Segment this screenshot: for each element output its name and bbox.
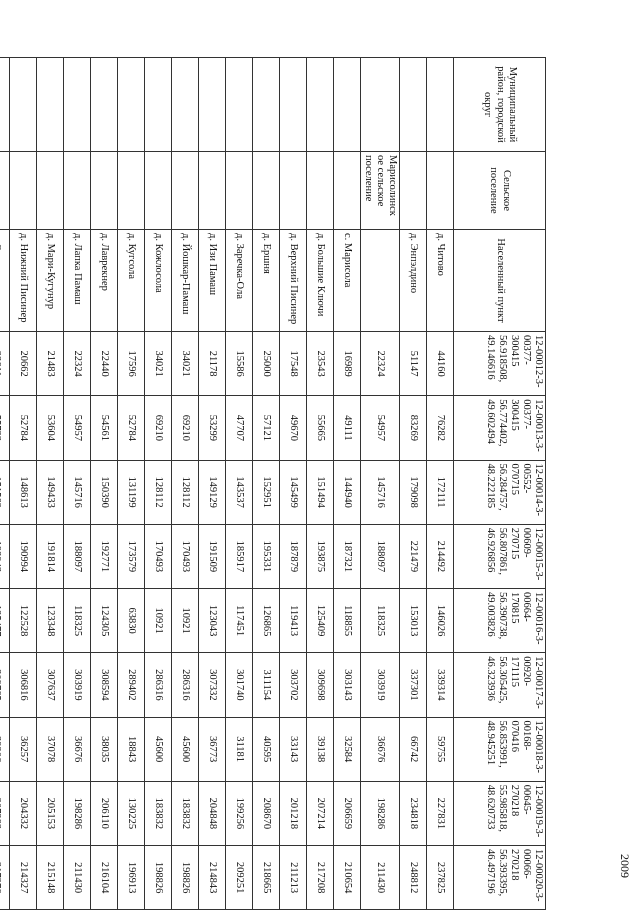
locality-cell xyxy=(0,230,9,332)
value-cell: 128112 xyxy=(144,460,171,524)
locality-cell: д. Энпэлдино xyxy=(400,230,427,332)
value-cell: 118325 xyxy=(63,589,90,653)
value-cell xyxy=(0,460,9,524)
value-cell: 303919 xyxy=(360,653,399,717)
value-cell: 214327 xyxy=(9,846,36,910)
value-cell: 307637 xyxy=(36,653,63,717)
value-cell: 119413 xyxy=(279,589,306,653)
table-row xyxy=(90,58,117,910)
value-cell: 148613 xyxy=(9,460,36,524)
value-cell: 303702 xyxy=(279,653,306,717)
value-cell: 34021 xyxy=(171,332,198,396)
value-cell: 21483 xyxy=(36,332,63,396)
value-cell: 183832 xyxy=(171,781,198,845)
value-cell: 216104 xyxy=(90,846,117,910)
value-cell: 45600 xyxy=(144,717,171,781)
value-cell: 124305 xyxy=(90,589,117,653)
value-cell: 66742 xyxy=(400,717,427,781)
settlement-cell: Марисолинск ое сельское поселение xyxy=(360,152,399,230)
value-cell: 188097 xyxy=(63,524,90,588)
settlement-cell xyxy=(427,152,454,230)
municipality-cell xyxy=(9,58,36,152)
value-cell: 45600 xyxy=(171,717,198,781)
value-cell: 204848 xyxy=(198,781,225,845)
value-cell: 54957 xyxy=(63,396,90,460)
settlement-cell xyxy=(400,152,427,230)
value-cell: 301740 xyxy=(225,653,252,717)
value-cell: 307332 xyxy=(198,653,225,717)
table-row xyxy=(0,58,9,910)
value-cell: 54561 xyxy=(90,396,117,460)
settlement-cell xyxy=(279,152,306,230)
value-cell: 63830 xyxy=(117,589,144,653)
value-cell: 303143 xyxy=(333,653,360,717)
locality-cell: д. Нижний Писинер xyxy=(9,230,36,332)
header-code-6: 12-00017-3-00920-171115 56.305425, 46.323936 xyxy=(454,653,546,717)
settlement-cell xyxy=(90,152,117,230)
value-cell: 69210 xyxy=(144,396,171,460)
value-cell: 146026 xyxy=(427,589,454,653)
table-row xyxy=(400,58,427,910)
value-cell: 204332 xyxy=(9,781,36,845)
header-code-8: 12-00019-3-00645-270218 55.985818, 48.620733 xyxy=(454,781,546,845)
value-cell: 217208 xyxy=(306,846,333,910)
value-cell: 311154 xyxy=(252,653,279,717)
value-cell: 183832 xyxy=(144,781,171,845)
table-row xyxy=(252,58,279,910)
locality-cell: д. Лапка Памаш xyxy=(63,230,90,332)
municipality-cell xyxy=(306,58,333,152)
value-cell: 83269 xyxy=(400,396,427,460)
value-cell: 23543 xyxy=(306,332,333,396)
municipality-cell xyxy=(333,58,360,152)
value-cell: 123043 xyxy=(198,589,225,653)
value-cell: 211213 xyxy=(279,846,306,910)
value-cell: 206110 xyxy=(90,781,117,845)
municipality-cell xyxy=(144,58,171,152)
header-code-3: 12-00014-3-00552-070715 56.284757, 48.222185 xyxy=(454,460,546,524)
table-row xyxy=(279,58,306,910)
value-cell: 17548 xyxy=(279,332,306,396)
value-cell: 306816 xyxy=(9,653,36,717)
value-cell: 52784 xyxy=(9,396,36,460)
value-cell: 22324 xyxy=(360,332,399,396)
value-cell: 59755 xyxy=(427,717,454,781)
value-cell: 289402 xyxy=(117,653,144,717)
header-row xyxy=(454,58,546,910)
municipality-cell xyxy=(63,58,90,152)
value-cell: 54957 xyxy=(360,396,399,460)
value-cell: 173579 xyxy=(117,524,144,588)
value-cell: 49670 xyxy=(279,396,306,460)
value-cell: 150390 xyxy=(90,460,117,524)
table-row xyxy=(117,58,144,910)
municipality-cell xyxy=(360,58,399,152)
table-row xyxy=(36,58,63,910)
value-cell: 53604 xyxy=(36,396,63,460)
value-cell: 153013 xyxy=(400,589,427,653)
value-cell: 185917 xyxy=(225,524,252,588)
municipality-cell xyxy=(225,58,252,152)
value-cell xyxy=(0,332,9,396)
value-cell xyxy=(0,781,9,845)
value-cell: 172111 xyxy=(427,460,454,524)
municipality-cell xyxy=(252,58,279,152)
value-cell: 198286 xyxy=(63,781,90,845)
value-cell: 38035 xyxy=(90,717,117,781)
value-cell: 187879 xyxy=(279,524,306,588)
value-cell: 309698 xyxy=(306,653,333,717)
value-cell: 131199 xyxy=(117,460,144,524)
value-cell: 47707 xyxy=(225,396,252,460)
value-cell: 10921 xyxy=(144,589,171,653)
rotated-table-container xyxy=(17,57,546,902)
value-cell: 303919 xyxy=(63,653,90,717)
value-cell: 205153 xyxy=(36,781,63,845)
value-cell: 10921 xyxy=(171,589,198,653)
settlement-cell xyxy=(0,152,9,230)
page-number: 2009 xyxy=(618,854,632,878)
table-row xyxy=(9,58,36,910)
municipality-cell xyxy=(36,58,63,152)
settlement-cell xyxy=(36,152,63,230)
value-cell: 53299 xyxy=(198,396,225,460)
value-cell: 198826 xyxy=(171,846,198,910)
value-cell: 201218 xyxy=(279,781,306,845)
locality-cell: д. Верхний Писинер xyxy=(279,230,306,332)
locality-cell: д. Лаврекнер xyxy=(90,230,117,332)
value-cell: 144940 xyxy=(333,460,360,524)
header-code-1: 12-00012-3-00377-300415 56.918508, 49.146616 xyxy=(454,332,546,396)
settlement-cell xyxy=(198,152,225,230)
header-settlement: Сельское поселение xyxy=(454,152,546,230)
value-cell: 36257 xyxy=(9,717,36,781)
value-cell: 149129 xyxy=(198,460,225,524)
municipality-cell xyxy=(279,58,306,152)
value-cell: 130225 xyxy=(117,781,144,845)
value-cell: 145716 xyxy=(63,460,90,524)
value-cell: 34021 xyxy=(144,332,171,396)
municipality-cell xyxy=(117,58,144,152)
municipality-cell xyxy=(0,58,9,152)
value-cell: 211430 xyxy=(360,846,399,910)
value-cell: 214843 xyxy=(198,846,225,910)
value-cell: 191814 xyxy=(36,524,63,588)
value-cell: 16989 xyxy=(333,332,360,396)
header-code-4: 12-00015-3-00609-270715 56.807861, 46.926856 xyxy=(454,524,546,588)
value-cell: 234818 xyxy=(400,781,427,845)
value-cell: 37078 xyxy=(36,717,63,781)
value-cell xyxy=(0,717,9,781)
value-cell: 31181 xyxy=(225,717,252,781)
municipality-cell xyxy=(427,58,454,152)
value-cell: 206659 xyxy=(333,781,360,845)
locality-cell xyxy=(360,230,399,332)
value-cell: 123348 xyxy=(36,589,63,653)
settlement-cell xyxy=(144,152,171,230)
value-cell: 337301 xyxy=(400,653,427,717)
value-cell: 308594 xyxy=(90,653,117,717)
settlement-cell xyxy=(333,152,360,230)
locality-cell: д. Йошкар-Памаш xyxy=(171,230,198,332)
value-cell: 22324 xyxy=(63,332,90,396)
settlement-cell xyxy=(252,152,279,230)
value-cell: 36676 xyxy=(360,717,399,781)
header-code-2: 12-00013-3-00377-300415 56.774402, 49.602494 xyxy=(454,396,546,460)
settlement-cell xyxy=(117,152,144,230)
header-municipality: Муниципальный район, городской округ xyxy=(454,58,546,152)
value-cell: 18843 xyxy=(117,717,144,781)
value-cell: 118325 xyxy=(360,589,399,653)
value-cell: 17596 xyxy=(117,332,144,396)
value-cell: 190994 xyxy=(9,524,36,588)
value-cell: 76282 xyxy=(427,396,454,460)
value-cell: 208670 xyxy=(252,781,279,845)
value-cell: 128112 xyxy=(171,460,198,524)
value-cell: 152951 xyxy=(252,460,279,524)
value-cell: 49111 xyxy=(333,396,360,460)
header-code-5: 12-00016-3-00664-170815 56.390738, 49.003826 xyxy=(454,589,546,653)
value-cell: 51147 xyxy=(400,332,427,396)
value-cell: 248812 xyxy=(400,846,427,910)
value-cell xyxy=(0,396,9,460)
value-cell: 125409 xyxy=(306,589,333,653)
value-cell: 20662 xyxy=(9,332,36,396)
header-locality: Населенный пункт xyxy=(454,230,546,332)
value-cell xyxy=(0,653,9,717)
municipality-cell xyxy=(198,58,225,152)
value-cell: 192771 xyxy=(90,524,117,588)
value-cell: 122528 xyxy=(9,589,36,653)
value-cell: 191509 xyxy=(198,524,225,588)
value-cell: 218665 xyxy=(252,846,279,910)
value-cell: 211430 xyxy=(63,846,90,910)
value-cell: 126865 xyxy=(252,589,279,653)
header-code-9: 12-00020-3-00066-270218 56.393395, 46.497196 xyxy=(454,846,546,910)
locality-cell: д. Изи Памаш xyxy=(198,230,225,332)
settlement-cell xyxy=(9,152,36,230)
locality-cell: с. Марисола xyxy=(333,230,360,332)
value-cell: 44160 xyxy=(427,332,454,396)
locality-cell: д. Ершня xyxy=(252,230,279,332)
value-cell: 221479 xyxy=(400,524,427,588)
value-cell: 187321 xyxy=(333,524,360,588)
value-cell: 193875 xyxy=(306,524,333,588)
value-cell: 55665 xyxy=(306,396,333,460)
table-row xyxy=(171,58,198,910)
value-cell: 199256 xyxy=(225,781,252,845)
settlement-cell xyxy=(171,152,198,230)
value-cell: 179098 xyxy=(400,460,427,524)
value-cell: 188097 xyxy=(360,524,399,588)
locality-cell: д. Большие Ключи xyxy=(306,230,333,332)
value-cell: 25000 xyxy=(252,332,279,396)
value-cell: 170493 xyxy=(144,524,171,588)
value-cell: 145499 xyxy=(279,460,306,524)
value-cell: 15586 xyxy=(225,332,252,396)
value-cell: 227831 xyxy=(427,781,454,845)
value-cell: 198826 xyxy=(144,846,171,910)
value-cell: 214492 xyxy=(427,524,454,588)
value-cell: 33143 xyxy=(279,717,306,781)
table-row xyxy=(144,58,171,910)
value-cell xyxy=(0,589,9,653)
municipality-cell xyxy=(90,58,117,152)
table-row xyxy=(306,58,333,910)
table-row xyxy=(225,58,252,910)
locality-cell: д. Кугсола xyxy=(117,230,144,332)
value-cell: 195331 xyxy=(252,524,279,588)
distance-table xyxy=(0,57,546,910)
value-cell: 117451 xyxy=(225,589,252,653)
settlement-cell xyxy=(225,152,252,230)
table-row xyxy=(360,58,399,910)
value-cell: 207214 xyxy=(306,781,333,845)
locality-cell: д. Заречка-Ола xyxy=(225,230,252,332)
value-cell: 196913 xyxy=(117,846,144,910)
municipality-cell xyxy=(171,58,198,152)
value-cell: 32584 xyxy=(333,717,360,781)
value-cell: 57121 xyxy=(252,396,279,460)
value-cell: 52784 xyxy=(117,396,144,460)
value-cell: 210654 xyxy=(333,846,360,910)
value-cell: 39138 xyxy=(306,717,333,781)
value-cell: 143537 xyxy=(225,460,252,524)
value-cell: 198286 xyxy=(360,781,399,845)
value-cell: 286316 xyxy=(171,653,198,717)
value-cell: 40595 xyxy=(252,717,279,781)
value-cell: 237825 xyxy=(427,846,454,910)
value-cell: 151494 xyxy=(306,460,333,524)
value-cell: 170493 xyxy=(171,524,198,588)
value-cell: 36676 xyxy=(63,717,90,781)
table-body xyxy=(0,58,454,910)
value-cell: 69210 xyxy=(171,396,198,460)
table-row xyxy=(427,58,454,910)
value-cell: 149433 xyxy=(36,460,63,524)
locality-cell: д. Мари-Кугунур xyxy=(36,230,63,332)
value-cell: 36773 xyxy=(198,717,225,781)
value-cell: 118855 xyxy=(333,589,360,653)
value-cell xyxy=(0,524,9,588)
header-code-7: 12-00018-3-00168-070416 56.853991, 48.945251 xyxy=(454,717,546,781)
value-cell xyxy=(0,846,9,910)
table-row xyxy=(333,58,360,910)
value-cell: 21178 xyxy=(198,332,225,396)
table-row xyxy=(198,58,225,910)
municipality-cell xyxy=(400,58,427,152)
table-row xyxy=(63,58,90,910)
value-cell: 209251 xyxy=(225,846,252,910)
value-cell: 22440 xyxy=(90,332,117,396)
settlement-cell xyxy=(63,152,90,230)
value-cell: 286316 xyxy=(144,653,171,717)
locality-cell: д. Читово xyxy=(427,230,454,332)
value-cell: 145716 xyxy=(360,460,399,524)
locality-cell: д. Кожлосола xyxy=(144,230,171,332)
value-cell: 215148 xyxy=(36,846,63,910)
value-cell: 339314 xyxy=(427,653,454,717)
settlement-cell xyxy=(306,152,333,230)
